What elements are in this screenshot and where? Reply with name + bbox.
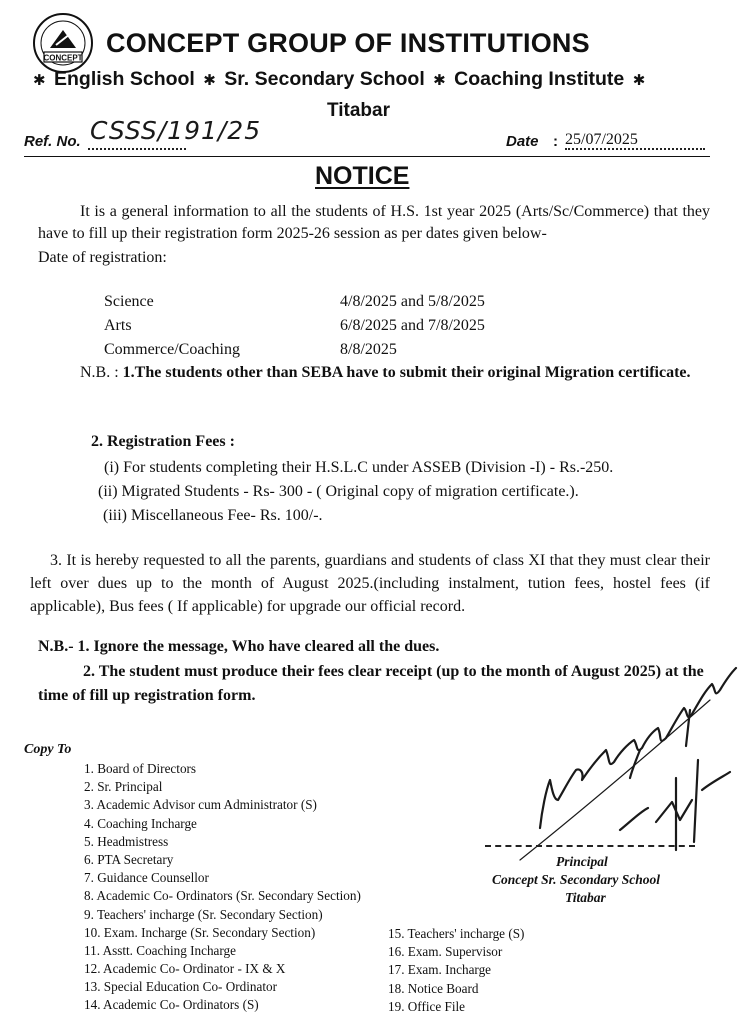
division-english-school: English School xyxy=(54,68,195,90)
copy-item: 12. Academic Co- Ordinator - IX & X xyxy=(84,961,286,977)
copy-item: 11. Asstt. Coaching Incharge xyxy=(84,942,236,958)
schedule-subject: Science xyxy=(104,293,154,310)
date-label: Date xyxy=(506,133,539,150)
handwritten-signature xyxy=(480,650,741,870)
fee-item: (ii) Migrated Students - Rs- 300 - ( Original copy of migration certificate.). xyxy=(98,483,579,500)
nb-migration-text: 1.The students other than SEBA have to submit their original Migration certificate. xyxy=(122,364,691,381)
copy-item: 8. Academic Co- Ordinators (Sr. Secondary Section) xyxy=(84,888,361,904)
copy-item: 1. Board of Directors xyxy=(84,761,197,776)
copy-item: 13. Special Education Co- Ordinator xyxy=(84,979,278,995)
signature-line xyxy=(485,845,695,847)
schedule-subject: Arts xyxy=(104,317,132,334)
dues-paragraph: 3. It is hereby requested to all the parents, guardians and students of class XI that they must clear their left over dues up to the month of August 2025.(including instalment, tution fees, hostel fees (if applicable), Bus fees ( If applicable) for upgrade our official record. xyxy=(30,552,710,615)
copy-list-left xyxy=(84,760,361,1015)
asterisk-icon: ✱ xyxy=(203,72,216,89)
header-rule xyxy=(24,156,710,157)
notice-title: NOTICE xyxy=(315,162,410,190)
copy-item: 17. Exam. Incharge xyxy=(388,962,492,978)
schedule-dates: 6/8/2025 and 7/8/2025 xyxy=(340,317,485,334)
copy-item: 14. Academic Co- Ordinators (S) xyxy=(84,997,259,1013)
ref-label: Ref. No. xyxy=(24,133,81,150)
copy-item: 3. Academic Advisor cum Administrator (S) xyxy=(84,797,317,813)
schedule-dates: 8/8/2025 xyxy=(340,341,397,358)
copy-item: 4. Coaching Incharge xyxy=(84,815,197,831)
nb-migration xyxy=(38,362,694,384)
institution-name: CONCEPT GROUP OF INSTITUTIONS xyxy=(106,28,590,58)
fees-heading: 2. Registration Fees : xyxy=(91,433,235,450)
copy-item: 2. Sr. Principal xyxy=(84,779,163,795)
logo-text: CONCEPT xyxy=(43,53,83,63)
asterisk-icon: ✱ xyxy=(632,72,646,89)
date-colon: : xyxy=(553,133,558,150)
intro-paragraph: It is a general information to all the students of H.S. 1st year 2025 (Arts/Sc/Commerce) that they have to fill up their registration form 2025-26 session as per dates given below- xyxy=(38,203,710,242)
copy-list-right xyxy=(388,925,524,1016)
schedule-subject: Commerce/Coaching xyxy=(104,341,240,358)
division-coaching: Coaching Institute xyxy=(454,68,625,90)
fee-item: (iii) Miscellaneous Fee- Rs. 100/-. xyxy=(103,507,323,524)
copy-item: 15. Teachers' incharge (S) xyxy=(388,926,525,941)
copy-to-label: Copy To xyxy=(24,742,72,757)
principal-town: Titabar xyxy=(565,890,606,905)
asterisk-icon: ✱ xyxy=(433,72,446,89)
copy-item: 18. Notice Board xyxy=(388,980,479,996)
registration-label: Date of registration: xyxy=(38,249,167,266)
copy-item: 19. Office File xyxy=(388,998,466,1014)
date-value: 25/07/2025 xyxy=(565,131,638,148)
nb-fees-receipt: 2. The student must produce their fees clear receipt (up to the month of August 2025) at the time of fill up registration form. xyxy=(38,663,704,704)
town-name: Titabar xyxy=(327,100,391,121)
asterisk-icon: ✱ xyxy=(33,72,46,89)
fee-item: (i) For students completing their H.S.L.C under ASSEB (Division -I) - Rs.-250. xyxy=(104,459,614,476)
ref-number-handwritten: CSSS/191/25 xyxy=(90,116,262,145)
copy-item: 9. Teachers' incharge (Sr. Secondary Section) xyxy=(84,906,323,922)
division-sr-secondary: Sr. Secondary School xyxy=(224,68,425,90)
nb-ignore-message: N.B.- 1. Ignore the message, Who have cleared all the dues. xyxy=(38,638,440,655)
copy-item: 10. Exam. Incharge (Sr. Secondary Section) xyxy=(84,924,316,940)
copy-item: 6. PTA Secretary xyxy=(84,851,174,867)
copy-item: 5. Headmistress xyxy=(84,833,169,849)
nb-prefix: N.B. : xyxy=(80,364,119,381)
schedule-dates: 4/8/2025 and 5/8/2025 xyxy=(340,293,485,310)
divisions-line xyxy=(30,68,648,91)
principal-title: Principal xyxy=(556,854,608,869)
copy-item: 16. Exam. Supervisor xyxy=(388,944,503,960)
principal-school: Concept Sr. Secondary School xyxy=(492,872,661,887)
copy-item: 7. Guidance Counsellor xyxy=(84,870,209,886)
